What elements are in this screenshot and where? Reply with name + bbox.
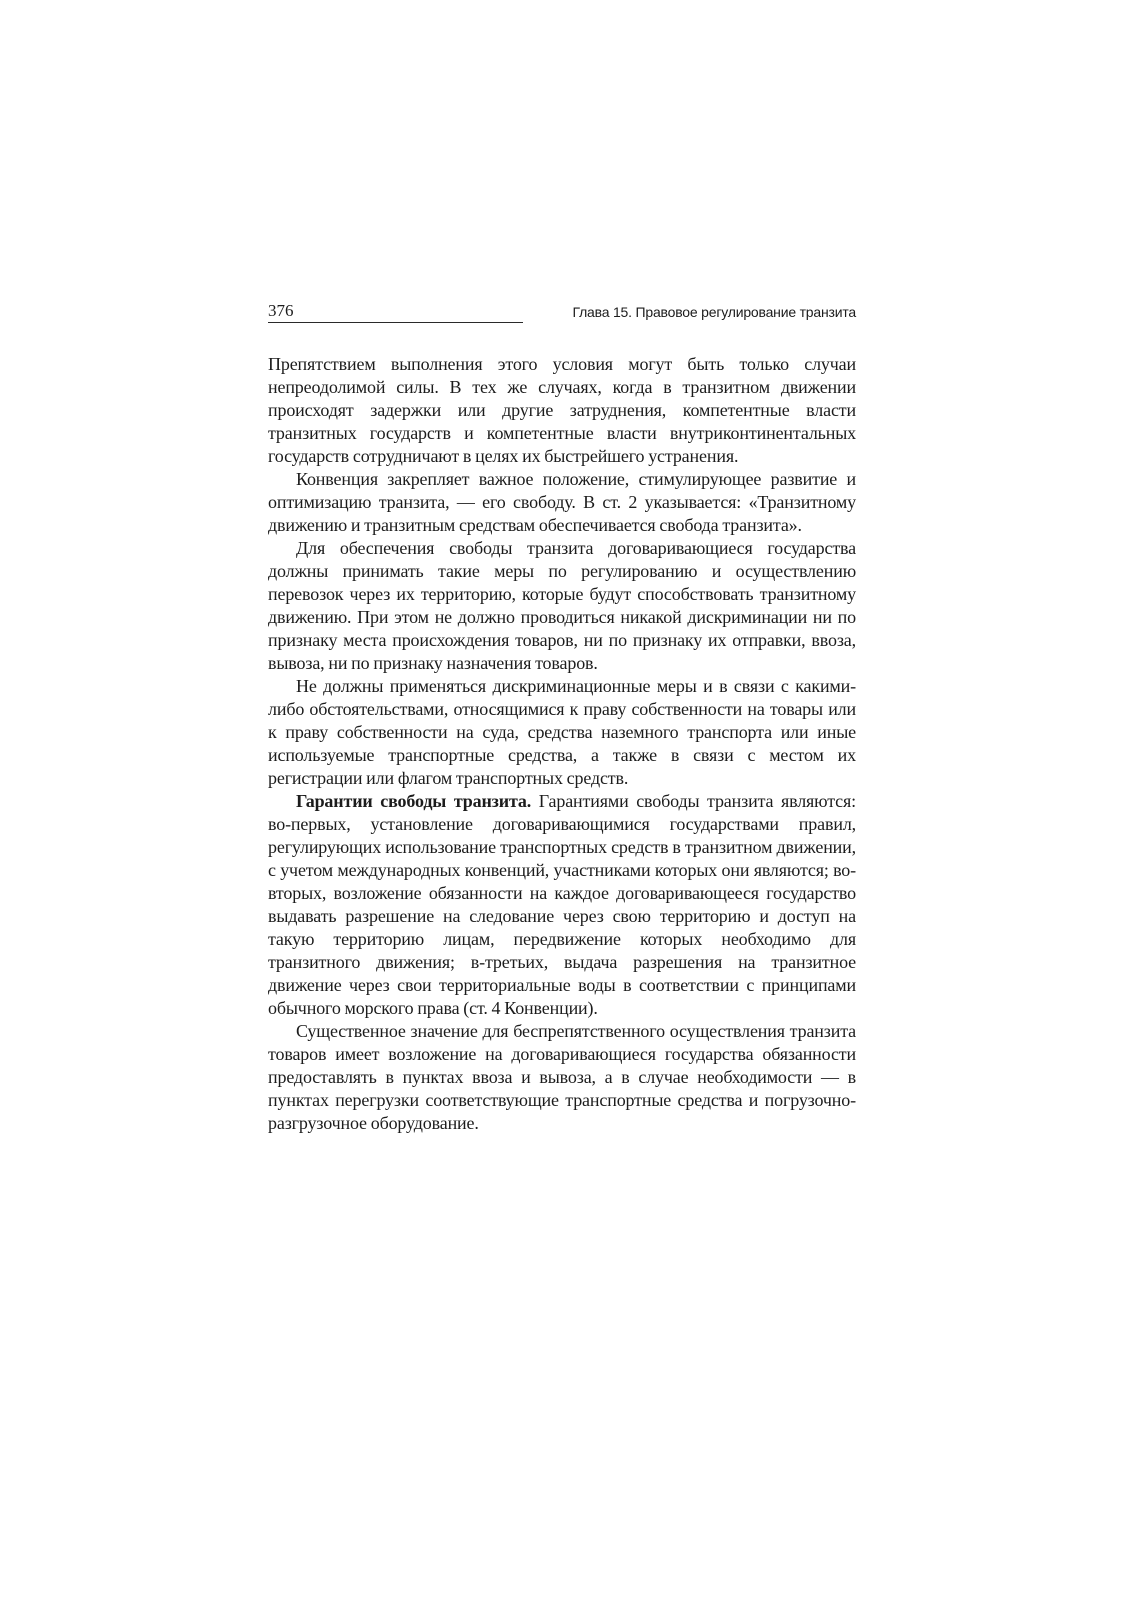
header-rule	[268, 322, 523, 323]
section-heading-guarantees: Гарантии свободы транзита.	[296, 791, 532, 811]
paragraph-3: Для обеспечения свободы транзита договаривающиеся государства должны принимать такие меры по регулированию и осуществлению перевозок через их территорию, которые будут способствовать транзитному движению. При этом не должно проводиться никакой дискриминации ни по признаку места происхождения товаров, ни по признаку их отправки, ввоза, вывоза, ни по признаку назначения товаров.	[268, 538, 856, 673]
paragraph-1: Препятствием выполнения этого условия могут быть только случаи непреодолимой силы. В тех же случаях, когда в транзитном движении происходят задержки или другие затруднения, компетентные власти транзитных государств и компетентные власти внутриконтинентальных государств сотрудничают в целях их быстрейшего устранения.	[268, 354, 856, 466]
paragraph-6: Существенное значение для беспрепятственного осуществления транзита товаров имеет возложение на договаривающиеся государства обязанности предоставлять в пунктах ввоза и вывоза, а в случае необходимости — в пунктах перегрузки соответствующие транспортные средства и погрузочно-разгрузочное оборудование.	[268, 1021, 856, 1133]
running-head	[268, 300, 856, 326]
chapter-title: Глава 15. Правовое регулирование транзита	[572, 304, 856, 320]
page-number: 376	[268, 301, 294, 320]
paragraph-5	[268, 790, 856, 1020]
book-page	[268, 300, 856, 1135]
body-text	[268, 353, 856, 1135]
paragraph-5-text: Гарантиями свободы транзита являются: во-первых, установление договаривающимися государствами правил, регулирующих использование транспортных средств в транзитном движении, с учетом международных конвенций, участниками которых они являются; во-вторых, возложение обязанности на каждое договаривающееся государство выдавать разрешение на следование через свою территорию и доступ на такую территорию лицам, передвижение которых необходимо для транзитного движения; в-третьих, выдача разрешения на транзитное движение через свои территориальные воды в соответствии с принципами обычного морского права (ст. 4 Конвенции).	[268, 791, 856, 1018]
paragraph-4: Не должны применяться дискриминационные меры и в связи с какими-либо обстоятельствами, относящимися к праву собственности на товары или к праву собственности на суда, средства наземного транспорта или иные используемые транспортные средства, а также в связи с местом их регистрации или флагом транспортных средств.	[268, 676, 856, 788]
paragraph-2: Конвенция закрепляет важное положение, стимулирующее развитие и оптимизацию транзита, — его свободу. В ст. 2 указывается: «Транзитному движению и транзитным средствам обеспечивается свобода транзита».	[268, 469, 856, 535]
